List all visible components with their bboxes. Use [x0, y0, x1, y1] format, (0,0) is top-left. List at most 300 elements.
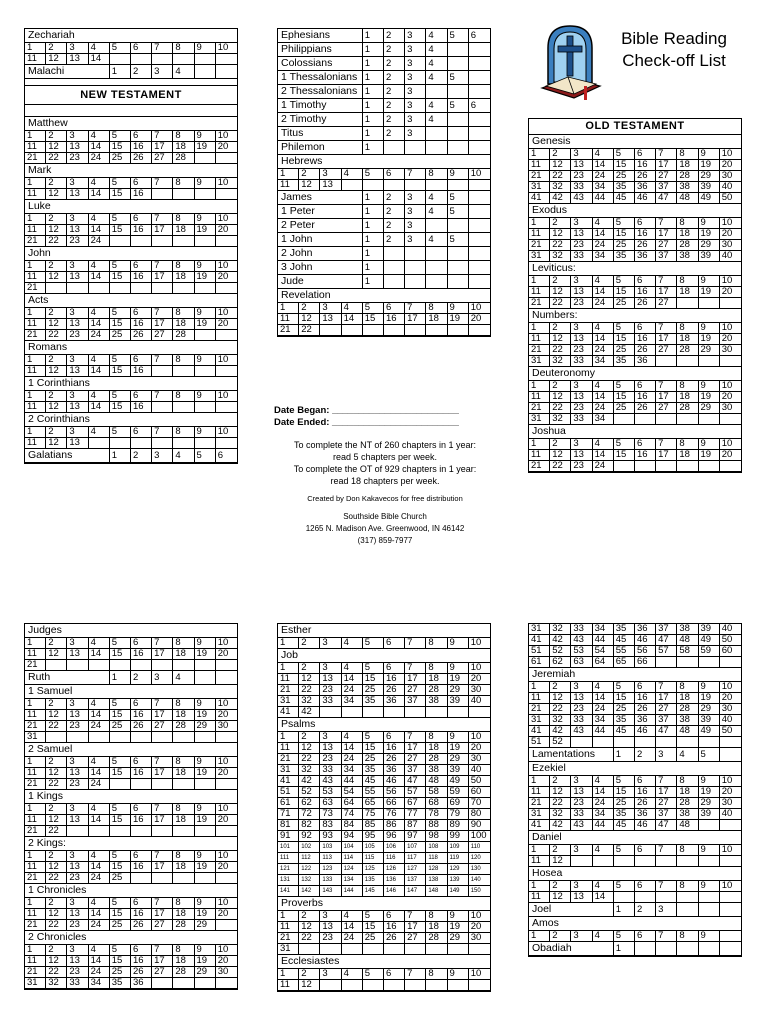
- chapter-box-zechariah-4[interactable]: 4: [89, 43, 110, 53]
- chapter-box-1-chronicles-11[interactable]: 11: [25, 909, 46, 919]
- chapter-box-matthew-2[interactable]: 2: [46, 131, 67, 141]
- chapter-box-2-chronicles-22[interactable]: 22: [46, 967, 67, 977]
- chapter-box-1-kings-21[interactable]: 21: [25, 826, 46, 836]
- chapter-box-deuteronomy-9[interactable]: 9: [699, 381, 720, 391]
- chapter-box-daniel-10[interactable]: 10: [721, 845, 733, 855]
- chapter-box-leviticus-12[interactable]: 12: [550, 287, 571, 297]
- chapter-box-psalms-107[interactable]: 107: [405, 842, 426, 852]
- chapter-box-2-chronicles-5[interactable]: 5: [110, 945, 131, 955]
- chapter-box-psalms-120[interactable]: 120: [470, 855, 481, 861]
- chapter-box-matthew-6[interactable]: 6: [131, 131, 152, 141]
- chapter-box-1-chronicles-15[interactable]: 15: [110, 909, 131, 919]
- chapter-box-psalms-29[interactable]: 29: [448, 754, 469, 764]
- chapter-box-deuteronomy-26[interactable]: 26: [635, 403, 656, 413]
- chapter-box-1-peter-1[interactable]: 1: [363, 205, 384, 218]
- chapter-box-1-john-2[interactable]: 2: [384, 233, 405, 246]
- chapter-box-2-corinthians-10[interactable]: 10: [217, 427, 229, 437]
- chapter-box-hebrews-6[interactable]: 6: [384, 169, 405, 179]
- chapter-box-psalms-39[interactable]: 39: [448, 765, 469, 775]
- chapter-box-judges-6[interactable]: 6: [131, 638, 152, 648]
- chapter-box-revelation-10[interactable]: 10: [470, 303, 482, 313]
- chapter-box-1-chronicles-17[interactable]: 17: [152, 909, 173, 919]
- chapter-box-judges-2[interactable]: 2: [46, 638, 67, 648]
- chapter-box-luke-23[interactable]: 23: [67, 236, 88, 246]
- chapter-box-1-chronicles-12[interactable]: 12: [46, 909, 67, 919]
- chapter-box-proverbs-21[interactable]: 21: [278, 933, 299, 943]
- chapter-box-genesis-12[interactable]: 12: [550, 160, 571, 170]
- chapter-box-matthew-18[interactable]: 18: [173, 142, 194, 152]
- chapter-box-joshua-22[interactable]: 22: [550, 461, 571, 471]
- chapter-box-joshua-5[interactable]: 5: [614, 439, 635, 449]
- chapter-box-judges-4[interactable]: 4: [89, 638, 110, 648]
- chapter-box-joshua-13[interactable]: 13: [571, 450, 592, 460]
- chapter-box-isaiah-61[interactable]: 61: [529, 657, 550, 667]
- chapter-box-proverbs-10[interactable]: 10: [470, 911, 482, 921]
- chapter-box-psalms-97[interactable]: 97: [405, 831, 426, 841]
- chapter-box-job-42[interactable]: 42: [299, 707, 320, 717]
- chapter-box-esther-5[interactable]: 5: [363, 638, 384, 648]
- chapter-box-matthew-28[interactable]: 28: [173, 153, 194, 163]
- chapter-box-2-kings-14[interactable]: 14: [89, 862, 110, 872]
- chapter-box-numbers-30[interactable]: 30: [721, 345, 733, 355]
- chapter-box-1-corinthians-12[interactable]: 12: [46, 402, 67, 412]
- chapter-box-ezekiel-25[interactable]: 25: [614, 798, 635, 808]
- chapter-box-john-7[interactable]: 7: [152, 261, 173, 271]
- chapter-box-2-chronicles-1[interactable]: 1: [25, 945, 46, 955]
- chapter-box-amos-8[interactable]: 8: [677, 931, 698, 941]
- chapter-box-2-chronicles-14[interactable]: 14: [89, 956, 110, 966]
- chapter-box-jeremiah-8[interactable]: 8: [677, 682, 698, 692]
- chapter-box-deuteronomy-22[interactable]: 22: [550, 403, 571, 413]
- chapter-box-ezekiel-46[interactable]: 46: [635, 820, 656, 830]
- chapter-box-psalms-19[interactable]: 19: [448, 743, 469, 753]
- chapter-box-psalms-32[interactable]: 32: [299, 765, 320, 775]
- chapter-box-matthew-21[interactable]: 21: [25, 153, 46, 163]
- chapter-box-1-timothy-1[interactable]: 1: [363, 99, 384, 112]
- chapter-box-judges-15[interactable]: 15: [110, 649, 131, 659]
- chapter-box-romans-1[interactable]: 1: [25, 355, 46, 365]
- chapter-box-isaiah-65[interactable]: 65: [614, 657, 635, 667]
- chapter-box-psalms-23[interactable]: 23: [320, 754, 341, 764]
- chapter-box-daniel-8[interactable]: 8: [677, 845, 698, 855]
- chapter-box-proverbs-5[interactable]: 5: [363, 911, 384, 921]
- chapter-box-job-4[interactable]: 4: [342, 663, 363, 673]
- chapter-box-proverbs-24[interactable]: 24: [342, 933, 363, 943]
- chapter-box-judges-1[interactable]: 1: [25, 638, 46, 648]
- chapter-box-2-samuel-18[interactable]: 18: [173, 768, 194, 778]
- chapter-box-isaiah-45[interactable]: 45: [614, 635, 635, 645]
- chapter-box-genesis-35[interactable]: 35: [614, 182, 635, 192]
- chapter-box-jeremiah-34[interactable]: 34: [593, 715, 614, 725]
- chapter-box-esther-4[interactable]: 4: [342, 638, 363, 648]
- chapter-box-leviticus-8[interactable]: 8: [677, 276, 698, 286]
- chapter-box-psalms-76[interactable]: 76: [384, 809, 405, 819]
- chapter-box-isaiah-39[interactable]: 39: [699, 624, 720, 634]
- chapter-box-ezekiel-43[interactable]: 43: [571, 820, 592, 830]
- chapter-box-3-john-1[interactable]: 1: [363, 261, 384, 274]
- chapter-box-psalms-137[interactable]: 137: [405, 875, 426, 885]
- chapter-box-genesis-9[interactable]: 9: [699, 149, 720, 159]
- chapter-box-1-samuel-20[interactable]: 20: [217, 710, 229, 720]
- chapter-box-daniel-6[interactable]: 6: [635, 845, 656, 855]
- chapter-box-1-corinthians-5[interactable]: 5: [110, 391, 131, 401]
- chapter-box-matthew-11[interactable]: 11: [25, 142, 46, 152]
- chapter-box-john-1[interactable]: 1: [25, 261, 46, 271]
- chapter-box-2-kings-19[interactable]: 19: [195, 862, 216, 872]
- chapter-box-deuteronomy-19[interactable]: 19: [699, 392, 720, 402]
- chapter-box-exodus-7[interactable]: 7: [656, 218, 677, 228]
- chapter-box-2-kings-2[interactable]: 2: [46, 851, 67, 861]
- chapter-box-philippians-2[interactable]: 2: [384, 43, 405, 56]
- chapter-box-psalms-74[interactable]: 74: [342, 809, 363, 819]
- chapter-box-2-chronicles-19[interactable]: 19: [195, 956, 216, 966]
- chapter-box-psalms-55[interactable]: 55: [363, 787, 384, 797]
- chapter-box-psalms-83[interactable]: 83: [320, 820, 341, 830]
- chapter-box-proverbs-3[interactable]: 3: [320, 911, 341, 921]
- chapter-box-ezekiel-20[interactable]: 20: [721, 787, 733, 797]
- chapter-box-jeremiah-17[interactable]: 17: [656, 693, 677, 703]
- chapter-box-philippians-1[interactable]: 1: [363, 43, 384, 56]
- chapter-box-job-20[interactable]: 20: [470, 674, 482, 684]
- chapter-box-psalms-22[interactable]: 22: [299, 754, 320, 764]
- chapter-box-luke-2[interactable]: 2: [46, 214, 67, 224]
- chapter-box-psalms-35[interactable]: 35: [363, 765, 384, 775]
- chapter-box-proverbs-17[interactable]: 17: [405, 922, 426, 932]
- chapter-box-zechariah-11[interactable]: 11: [25, 54, 46, 64]
- chapter-box-mark-7[interactable]: 7: [152, 178, 173, 188]
- chapter-box-judges-21[interactable]: 21: [25, 660, 46, 670]
- chapter-box-ezekiel-14[interactable]: 14: [593, 787, 614, 797]
- chapter-box-acts-5[interactable]: 5: [110, 308, 131, 318]
- chapter-box-luke-11[interactable]: 11: [25, 225, 46, 235]
- chapter-box-joel-2[interactable]: 2: [635, 903, 656, 916]
- chapter-box-psalms-101[interactable]: 101: [278, 842, 299, 852]
- chapter-box-jeremiah-43[interactable]: 43: [571, 726, 592, 736]
- chapter-box-revelation-18[interactable]: 18: [426, 314, 447, 324]
- chapter-box-judges-13[interactable]: 13: [67, 649, 88, 659]
- chapter-box-ruth-1[interactable]: 1: [110, 671, 131, 684]
- chapter-box-job-33[interactable]: 33: [320, 696, 341, 706]
- chapter-box-acts-21[interactable]: 21: [25, 330, 46, 340]
- chapter-box-deuteronomy-15[interactable]: 15: [614, 392, 635, 402]
- chapter-box-2-samuel-3[interactable]: 3: [67, 757, 88, 767]
- chapter-box-judges-20[interactable]: 20: [217, 649, 229, 659]
- chapter-box-deuteronomy-23[interactable]: 23: [571, 403, 592, 413]
- chapter-box-genesis-34[interactable]: 34: [593, 182, 614, 192]
- chapter-box-mark-6[interactable]: 6: [131, 178, 152, 188]
- chapter-box-romans-5[interactable]: 5: [110, 355, 131, 365]
- chapter-box-ezekiel-15[interactable]: 15: [614, 787, 635, 797]
- chapter-box-john-12[interactable]: 12: [46, 272, 67, 282]
- chapter-box-psalms-37[interactable]: 37: [405, 765, 426, 775]
- chapter-box-psalms-10[interactable]: 10: [470, 732, 482, 742]
- chapter-box-lamentations-2[interactable]: 2: [635, 748, 656, 761]
- chapter-box-deuteronomy-13[interactable]: 13: [571, 392, 592, 402]
- chapter-box-mark-3[interactable]: 3: [67, 178, 88, 188]
- chapter-box-jeremiah-20[interactable]: 20: [721, 693, 733, 703]
- chapter-box-psalms-121[interactable]: 121: [278, 864, 299, 874]
- chapter-box-job-38[interactable]: 38: [426, 696, 447, 706]
- chapter-box-ruth-3[interactable]: 3: [152, 671, 173, 684]
- chapter-box-psalms-130[interactable]: 130: [470, 866, 481, 872]
- chapter-box-luke-22[interactable]: 22: [46, 236, 67, 246]
- chapter-box-psalms-73[interactable]: 73: [320, 809, 341, 819]
- chapter-box-john-9[interactable]: 9: [195, 261, 216, 271]
- chapter-box-joshua-4[interactable]: 4: [593, 439, 614, 449]
- chapter-box-esther-9[interactable]: 9: [448, 638, 469, 648]
- chapter-box-philippians-3[interactable]: 3: [405, 43, 426, 56]
- chapter-box-psalms-108[interactable]: 108: [426, 842, 447, 852]
- chapter-box-exodus-11[interactable]: 11: [529, 229, 550, 239]
- chapter-box-romans-6[interactable]: 6: [131, 355, 152, 365]
- chapter-box-1-corinthians-7[interactable]: 7: [152, 391, 173, 401]
- chapter-box-luke-6[interactable]: 6: [131, 214, 152, 224]
- chapter-box-1-samuel-13[interactable]: 13: [67, 710, 88, 720]
- chapter-box-isaiah-46[interactable]: 46: [635, 635, 656, 645]
- chapter-box-genesis-32[interactable]: 32: [550, 182, 571, 192]
- chapter-box-numbers-10[interactable]: 10: [721, 323, 733, 333]
- chapter-box-psalms-20[interactable]: 20: [470, 743, 482, 753]
- chapter-box-exodus-28[interactable]: 28: [677, 240, 698, 250]
- chapter-box-acts-3[interactable]: 3: [67, 308, 88, 318]
- chapter-box-leviticus-4[interactable]: 4: [593, 276, 614, 286]
- chapter-box-ezekiel-23[interactable]: 23: [571, 798, 592, 808]
- chapter-box-psalms-89[interactable]: 89: [448, 820, 469, 830]
- chapter-box-judges-3[interactable]: 3: [67, 638, 88, 648]
- chapter-box-ezekiel-16[interactable]: 16: [635, 787, 656, 797]
- chapter-box-2-samuel-22[interactable]: 22: [46, 779, 67, 789]
- chapter-box-ezekiel-6[interactable]: 6: [635, 776, 656, 786]
- chapter-box-psalms-62[interactable]: 62: [299, 798, 320, 808]
- chapter-box-zechariah-7[interactable]: 7: [152, 43, 173, 53]
- chapter-box-zechariah-9[interactable]: 9: [195, 43, 216, 53]
- chapter-box-2-samuel-7[interactable]: 7: [152, 757, 173, 767]
- chapter-box-ezekiel-30[interactable]: 30: [721, 798, 733, 808]
- chapter-box-psalms-141[interactable]: 141: [278, 886, 299, 896]
- chapter-box-psalms-25[interactable]: 25: [363, 754, 384, 764]
- chapter-box-esther-6[interactable]: 6: [384, 638, 405, 648]
- chapter-box-psalms-24[interactable]: 24: [342, 754, 363, 764]
- chapter-box-psalms-102[interactable]: 102: [299, 842, 320, 852]
- chapter-box-1-chronicles-27[interactable]: 27: [152, 920, 173, 930]
- chapter-box-psalms-104[interactable]: 104: [342, 842, 363, 852]
- chapter-box-psalms-26[interactable]: 26: [384, 754, 405, 764]
- chapter-box-hosea-14[interactable]: 14: [593, 892, 614, 902]
- chapter-box-joshua-15[interactable]: 15: [614, 450, 635, 460]
- chapter-box-psalms-57[interactable]: 57: [405, 787, 426, 797]
- chapter-box-2-chronicles-10[interactable]: 10: [217, 945, 229, 955]
- chapter-box-psalms-140[interactable]: 140: [470, 877, 481, 883]
- chapter-box-psalms-146[interactable]: 146: [384, 886, 405, 896]
- chapter-box-2-kings-15[interactable]: 15: [110, 862, 131, 872]
- chapter-box-1-chronicles-7[interactable]: 7: [152, 898, 173, 908]
- chapter-box-exodus-16[interactable]: 16: [635, 229, 656, 239]
- chapter-box-job-14[interactable]: 14: [342, 674, 363, 684]
- chapter-box-psalms-114[interactable]: 114: [342, 853, 363, 863]
- chapter-box-psalms-110[interactable]: 110: [470, 844, 481, 850]
- chapter-box-esther-10[interactable]: 10: [470, 638, 482, 648]
- chapter-box-joshua-9[interactable]: 9: [699, 439, 720, 449]
- chapter-box-psalms-125[interactable]: 125: [363, 864, 384, 874]
- chapter-box-exodus-30[interactable]: 30: [721, 240, 733, 250]
- chapter-box-psalms-105[interactable]: 105: [363, 842, 384, 852]
- chapter-box-job-15[interactable]: 15: [363, 674, 384, 684]
- chapter-box-mark-5[interactable]: 5: [110, 178, 131, 188]
- chapter-box-jeremiah-18[interactable]: 18: [677, 693, 698, 703]
- chapter-box-psalms-118[interactable]: 118: [426, 853, 447, 863]
- chapter-box-jeremiah-26[interactable]: 26: [635, 704, 656, 714]
- chapter-box-deuteronomy-33[interactable]: 33: [571, 414, 592, 424]
- chapter-box-ezekiel-41[interactable]: 41: [529, 820, 550, 830]
- chapter-box-2-chronicles-7[interactable]: 7: [152, 945, 173, 955]
- chapter-box-revelation-6[interactable]: 6: [384, 303, 405, 313]
- chapter-box-genesis-10[interactable]: 10: [721, 149, 733, 159]
- chapter-box-job-16[interactable]: 16: [384, 674, 405, 684]
- chapter-box-luke-19[interactable]: 19: [195, 225, 216, 235]
- chapter-box-revelation-13[interactable]: 13: [320, 314, 341, 324]
- chapter-box-1-samuel-25[interactable]: 25: [110, 721, 131, 731]
- chapter-box-psalms-59[interactable]: 59: [448, 787, 469, 797]
- chapter-box-psalms-45[interactable]: 45: [363, 776, 384, 786]
- chapter-box-1-john-5[interactable]: 5: [448, 233, 469, 246]
- chapter-box-1-chronicles-10[interactable]: 10: [217, 898, 229, 908]
- chapter-box-proverbs-9[interactable]: 9: [448, 911, 469, 921]
- chapter-box-proverbs-12[interactable]: 12: [299, 922, 320, 932]
- chapter-box-hebrews-13[interactable]: 13: [320, 180, 341, 190]
- chapter-box-job-9[interactable]: 9: [448, 663, 469, 673]
- chapter-box-psalms-82[interactable]: 82: [299, 820, 320, 830]
- chapter-box-1-kings-20[interactable]: 20: [217, 815, 229, 825]
- chapter-box-1-john-1[interactable]: 1: [363, 233, 384, 246]
- chapter-box-genesis-7[interactable]: 7: [656, 149, 677, 159]
- chapter-box-revelation-8[interactable]: 8: [426, 303, 447, 313]
- chapter-box-judges-19[interactable]: 19: [195, 649, 216, 659]
- chapter-box-malachi-4[interactable]: 4: [173, 65, 194, 78]
- chapter-box-numbers-4[interactable]: 4: [593, 323, 614, 333]
- chapter-box-ephesians-3[interactable]: 3: [405, 29, 426, 42]
- chapter-box-1-chronicles-24[interactable]: 24: [89, 920, 110, 930]
- chapter-box-leviticus-22[interactable]: 22: [550, 298, 571, 308]
- chapter-box-ecclesiastes-9[interactable]: 9: [448, 969, 469, 979]
- chapter-box-1-chronicles-29[interactable]: 29: [195, 920, 216, 930]
- chapter-box-2-samuel-16[interactable]: 16: [131, 768, 152, 778]
- chapter-box-proverbs-1[interactable]: 1: [278, 911, 299, 921]
- chapter-box-jeremiah-30[interactable]: 30: [721, 704, 733, 714]
- chapter-box-ezekiel-18[interactable]: 18: [677, 787, 698, 797]
- chapter-box-2-corinthians-13[interactable]: 13: [67, 438, 88, 448]
- chapter-box-revelation-1[interactable]: 1: [278, 303, 299, 313]
- chapter-box-job-32[interactable]: 32: [299, 696, 320, 706]
- chapter-box-2-corinthians-2[interactable]: 2: [46, 427, 67, 437]
- chapter-box-psalms-123[interactable]: 123: [320, 864, 341, 874]
- chapter-box-zechariah-10[interactable]: 10: [217, 43, 229, 53]
- chapter-box-genesis-27[interactable]: 27: [656, 171, 677, 181]
- chapter-box-isaiah-37[interactable]: 37: [656, 624, 677, 634]
- chapter-box-deuteronomy-30[interactable]: 30: [721, 403, 733, 413]
- chapter-box-luke-9[interactable]: 9: [195, 214, 216, 224]
- chapter-box-proverbs-18[interactable]: 18: [426, 922, 447, 932]
- chapter-box-psalms-147[interactable]: 147: [405, 886, 426, 896]
- chapter-box-genesis-41[interactable]: 41: [529, 193, 550, 203]
- chapter-box-2-corinthians-8[interactable]: 8: [173, 427, 194, 437]
- chapter-box-1-corinthians-1[interactable]: 1: [25, 391, 46, 401]
- chapter-box-1-peter-5[interactable]: 5: [448, 205, 469, 218]
- chapter-box-1-kings-22[interactable]: 22: [46, 826, 67, 836]
- chapter-box-psalms-11[interactable]: 11: [278, 743, 299, 753]
- chapter-box-joshua-14[interactable]: 14: [593, 450, 614, 460]
- chapter-box-lamentations-4[interactable]: 4: [677, 748, 698, 761]
- chapter-box-exodus-17[interactable]: 17: [656, 229, 677, 239]
- chapter-box-exodus-19[interactable]: 19: [699, 229, 720, 239]
- chapter-box-galatians-6[interactable]: 6: [217, 450, 224, 461]
- chapter-box-jeremiah-3[interactable]: 3: [571, 682, 592, 692]
- chapter-box-exodus-23[interactable]: 23: [571, 240, 592, 250]
- chapter-box-proverbs-8[interactable]: 8: [426, 911, 447, 921]
- chapter-box-luke-10[interactable]: 10: [217, 214, 229, 224]
- chapter-box-jeremiah-12[interactable]: 12: [550, 693, 571, 703]
- chapter-box-genesis-1[interactable]: 1: [529, 149, 550, 159]
- chapter-box-judges-8[interactable]: 8: [173, 638, 194, 648]
- chapter-box-amos-9[interactable]: 9: [699, 931, 720, 941]
- chapter-box-jeremiah-33[interactable]: 33: [571, 715, 592, 725]
- chapter-box-genesis-33[interactable]: 33: [571, 182, 592, 192]
- chapter-box-genesis-31[interactable]: 31: [529, 182, 550, 192]
- chapter-box-psalms-81[interactable]: 81: [278, 820, 299, 830]
- chapter-box-2-kings-24[interactable]: 24: [89, 873, 110, 883]
- chapter-box-luke-7[interactable]: 7: [152, 214, 173, 224]
- chapter-box-numbers-19[interactable]: 19: [699, 334, 720, 344]
- chapter-box-exodus-33[interactable]: 33: [571, 251, 592, 261]
- chapter-box-job-28[interactable]: 28: [426, 685, 447, 695]
- chapter-box-1-corinthians-6[interactable]: 6: [131, 391, 152, 401]
- chapter-box-psalms-33[interactable]: 33: [320, 765, 341, 775]
- chapter-box-1-kings-9[interactable]: 9: [195, 804, 216, 814]
- chapter-box-leviticus-5[interactable]: 5: [614, 276, 635, 286]
- chapter-box-ezekiel-12[interactable]: 12: [550, 787, 571, 797]
- chapter-box-job-1[interactable]: 1: [278, 663, 299, 673]
- chapter-box-exodus-21[interactable]: 21: [529, 240, 550, 250]
- chapter-box-isaiah-52[interactable]: 52: [550, 646, 571, 656]
- chapter-box-job-19[interactable]: 19: [448, 674, 469, 684]
- chapter-box-acts-12[interactable]: 12: [46, 319, 67, 329]
- chapter-box-psalms-6[interactable]: 6: [384, 732, 405, 742]
- chapter-box-amos-6[interactable]: 6: [635, 931, 656, 941]
- chapter-box-isaiah-63[interactable]: 63: [571, 657, 592, 667]
- chapter-box-2-chronicles-27[interactable]: 27: [152, 967, 173, 977]
- chapter-box-ezekiel-48[interactable]: 48: [677, 820, 698, 830]
- chapter-box-malachi-2[interactable]: 2: [131, 65, 152, 78]
- chapter-box-psalms-126[interactable]: 126: [384, 864, 405, 874]
- chapter-box-leviticus-20[interactable]: 20: [721, 287, 733, 297]
- chapter-box-psalms-94[interactable]: 94: [342, 831, 363, 841]
- chapter-box-daniel-9[interactable]: 9: [699, 845, 720, 855]
- chapter-box-genesis-30[interactable]: 30: [721, 171, 733, 181]
- chapter-box-psalms-16[interactable]: 16: [384, 743, 405, 753]
- chapter-box-2-kings-22[interactable]: 22: [46, 873, 67, 883]
- chapter-box-romans-10[interactable]: 10: [217, 355, 229, 365]
- chapter-box-1-samuel-3[interactable]: 3: [67, 699, 88, 709]
- chapter-box-jeremiah-9[interactable]: 9: [699, 682, 720, 692]
- chapter-box-1-corinthians-9[interactable]: 9: [195, 391, 216, 401]
- chapter-box-psalms-95[interactable]: 95: [363, 831, 384, 841]
- chapter-box-proverbs-27[interactable]: 27: [405, 933, 426, 943]
- chapter-box-daniel-4[interactable]: 4: [593, 845, 614, 855]
- chapter-box-revelation-22[interactable]: 22: [299, 325, 320, 335]
- chapter-box-luke-12[interactable]: 12: [46, 225, 67, 235]
- chapter-box-exodus-32[interactable]: 32: [550, 251, 571, 261]
- chapter-box-psalms-21[interactable]: 21: [278, 754, 299, 764]
- chapter-box-genesis-39[interactable]: 39: [699, 182, 720, 192]
